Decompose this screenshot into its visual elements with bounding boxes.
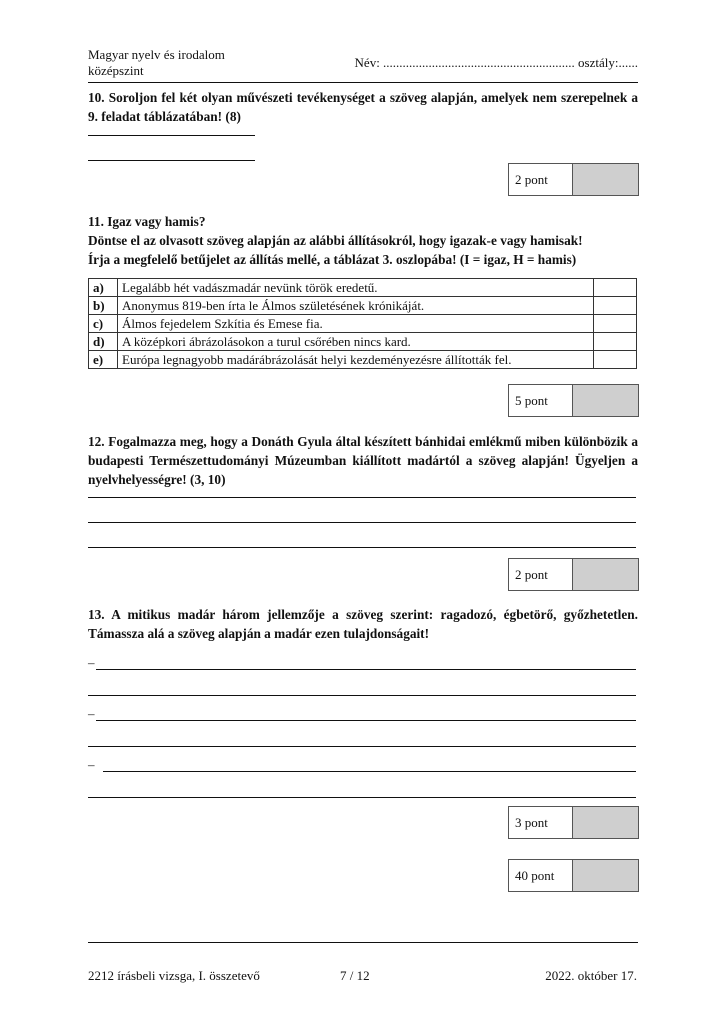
row-statement: Európa legnagyobb madárábrázolását helyi kezdeményezésre állították fel.: [118, 351, 594, 369]
answer-line[interactable]: [96, 720, 636, 721]
footer-exam-id: 2212 írásbeli vizsga, I. összetevő: [88, 968, 260, 983]
score-box-total: [508, 859, 639, 892]
header-rule: [88, 82, 638, 83]
score-box-q12: [508, 558, 639, 591]
score-box-q13: [508, 806, 639, 839]
row-statement: Legalább hét vadászmadár nevünk török eredetű.: [118, 279, 594, 297]
score-field[interactable]: [573, 559, 638, 590]
table-row: [89, 315, 637, 333]
question-13-text: 13. A mitikus madár három jellemzője a szöveg szerint: ragadozó, égbetörő, győzhetetlen. Támassza alá a szöveg alapján a madár ezen tulajdonságait!: [88, 607, 638, 641]
score-label: 3 pont: [509, 807, 573, 838]
question-12-text: 12. Fogalmazza meg, hogy a Donáth Gyula által készített bánhidai emlékmű miben különbözik a budapesti Természettudományi Múzeumban kiállított madártól a szöveg alapján! Ügyeljen a nyelvhelyességre! (3, 10): [88, 434, 638, 487]
score-label: 2 pont: [509, 559, 573, 590]
footer-date: 2022. október 17.: [545, 968, 637, 983]
row-statement: Álmos fejedelem Szkítia és Emese fia.: [118, 315, 594, 333]
table-row: [89, 279, 637, 297]
subject-level: középszint: [88, 63, 144, 78]
answer-line[interactable]: [88, 746, 636, 747]
score-field[interactable]: [573, 164, 638, 195]
footer-page-number: 7 / 12: [340, 968, 370, 983]
answer-line[interactable]: [88, 135, 255, 136]
true-false-table: [88, 278, 637, 369]
footer-rule: [88, 942, 638, 943]
score-field[interactable]: [573, 860, 638, 891]
row-statement: Anonymus 819-ben írta le Álmos születésének krónikáját.: [118, 297, 594, 315]
answer-cell[interactable]: [594, 315, 637, 333]
table-row: [89, 333, 637, 351]
list-dash: –: [88, 706, 95, 721]
row-statement: A középkori ábrázolásokon a turul csőrében nincs kard.: [118, 333, 594, 351]
list-dash: –: [88, 655, 95, 670]
question-10-text: 10. Soroljon fel két olyan művészeti tevékenységet a szöveg alapján, amelyek nem szerepelnek a 9. feladat táblázatában! (8): [88, 90, 638, 124]
subject-title: Magyar nyelv és irodalom: [88, 47, 225, 62]
answer-line[interactable]: [88, 547, 636, 548]
row-letter: e): [89, 351, 118, 369]
answer-cell[interactable]: [594, 351, 637, 369]
answer-line[interactable]: [88, 497, 636, 498]
question-11-instruction-2: Írja a megfelelő betűjelet az állítás mellé, a táblázat 3. oszlopába! (I = igaz, H = hamis): [88, 252, 577, 267]
score-box-q11: [508, 384, 639, 417]
row-letter: c): [89, 315, 118, 333]
score-box-q10: [508, 163, 639, 196]
name-class-field: Név: ........................................................... osztály:......: [354, 55, 638, 70]
answer-cell[interactable]: [594, 279, 637, 297]
score-field[interactable]: [573, 385, 638, 416]
header-subject: [88, 47, 225, 79]
answer-line[interactable]: [88, 695, 636, 696]
question-11-title: 11. Igaz vagy hamis?: [88, 214, 206, 229]
score-label: 2 pont: [509, 164, 573, 195]
answer-line[interactable]: [88, 797, 636, 798]
table-row: [89, 351, 637, 369]
answer-line[interactable]: [88, 522, 636, 523]
question-11: [88, 212, 638, 269]
score-field[interactable]: [573, 807, 638, 838]
answer-line[interactable]: [96, 669, 636, 670]
row-letter: b): [89, 297, 118, 315]
row-letter: a): [89, 279, 118, 297]
row-letter: d): [89, 333, 118, 351]
question-11-instruction-1: Döntse el az olvasott szöveg alapján az alábbi állításokról, hogy igazak-e vagy hamisak!: [88, 233, 583, 248]
score-label: 5 pont: [509, 385, 573, 416]
answer-cell[interactable]: [594, 333, 637, 351]
answer-cell[interactable]: [594, 297, 637, 315]
list-dash: –: [88, 757, 95, 772]
answer-line[interactable]: [88, 160, 255, 161]
score-label: 40 pont: [509, 860, 573, 891]
answer-line[interactable]: [103, 771, 636, 772]
table-row: [89, 297, 637, 315]
